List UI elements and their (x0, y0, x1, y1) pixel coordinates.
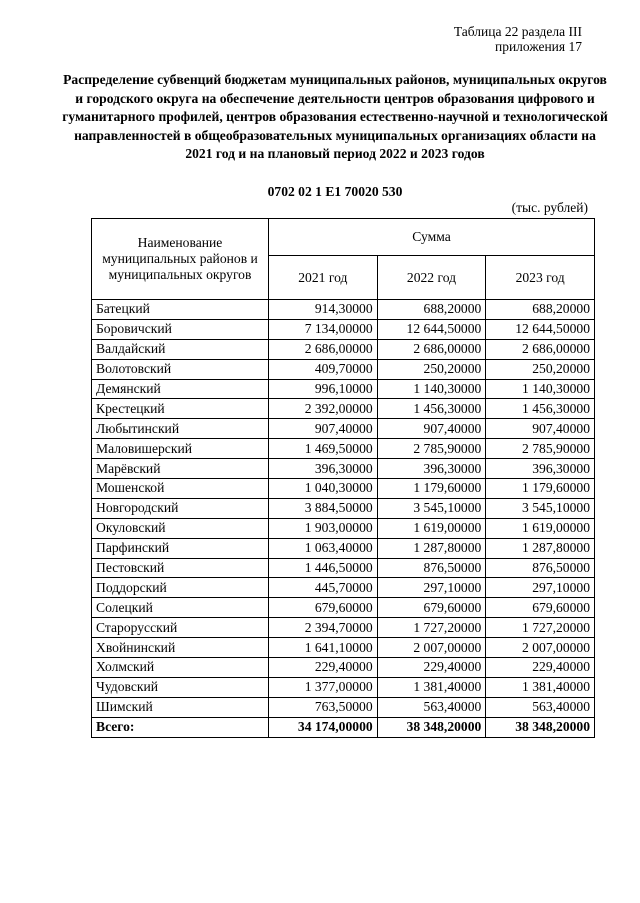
district-name-cell: Валдайский (92, 339, 269, 359)
value-2021-cell: 409,70000 (269, 359, 378, 379)
value-2022-cell: 297,10000 (377, 578, 486, 598)
district-name-cell: Любытинский (92, 419, 269, 439)
value-2023-cell: 229,40000 (486, 658, 595, 678)
value-2023-cell: 12 644,50000 (486, 319, 595, 339)
district-name-cell: Демянский (92, 379, 269, 399)
table-row (92, 538, 595, 558)
value-2021-cell: 1 903,00000 (269, 518, 378, 538)
value-2023-cell: 1 381,40000 (486, 677, 595, 697)
value-2021-cell: 229,40000 (269, 658, 378, 678)
total-2022: 38 348,20000 (377, 717, 486, 737)
district-name-cell: Маловишерский (92, 439, 269, 459)
table-row (92, 498, 595, 518)
value-2021-cell: 679,60000 (269, 598, 378, 618)
value-2022-cell: 1 456,30000 (377, 399, 486, 419)
district-name-cell: Холмский (92, 658, 269, 678)
value-2021-cell: 3 884,50000 (269, 498, 378, 518)
value-2023-cell: 1 140,30000 (486, 379, 595, 399)
value-2021-cell: 2 392,00000 (269, 399, 378, 419)
value-2022-cell: 1 381,40000 (377, 677, 486, 697)
district-name-cell: Боровичский (92, 319, 269, 339)
value-2021-cell: 396,30000 (269, 459, 378, 479)
district-name-cell: Крестецкий (92, 399, 269, 419)
table-row (92, 697, 595, 717)
table-row (92, 479, 595, 499)
value-2021-cell: 7 134,00000 (269, 319, 378, 339)
table-row (92, 677, 595, 697)
value-2022-cell: 3 545,10000 (377, 498, 486, 518)
value-2022-cell: 1 179,60000 (377, 479, 486, 499)
district-name-cell: Окуловский (92, 518, 269, 538)
value-2021-cell: 1 469,50000 (269, 439, 378, 459)
value-2023-cell: 1 287,80000 (486, 538, 595, 558)
district-name-cell: Новгородский (92, 498, 269, 518)
value-2022-cell: 2 007,00000 (377, 638, 486, 658)
value-2022-cell: 563,40000 (377, 697, 486, 717)
total-row (92, 717, 595, 737)
value-2021-cell: 1 377,00000 (269, 677, 378, 697)
table-row (92, 399, 595, 419)
year-2023-header: 2023 год (486, 256, 595, 300)
value-2022-cell: 907,40000 (377, 419, 486, 439)
table-body (92, 300, 595, 718)
district-name-cell: Волотовский (92, 359, 269, 379)
value-2021-cell: 1 446,50000 (269, 558, 378, 578)
table-row (92, 618, 595, 638)
value-2021-cell: 1 063,40000 (269, 538, 378, 558)
value-2022-cell: 1 140,30000 (377, 379, 486, 399)
table-row (92, 359, 595, 379)
district-name-cell: Поддорский (92, 578, 269, 598)
table-row (92, 459, 595, 479)
value-2022-cell: 679,60000 (377, 598, 486, 618)
value-2023-cell: 1 727,20000 (486, 618, 595, 638)
value-2023-cell: 2 686,00000 (486, 339, 595, 359)
total-2023: 38 348,20000 (486, 717, 595, 737)
value-2022-cell: 250,20000 (377, 359, 486, 379)
total-2021: 34 174,00000 (269, 717, 378, 737)
value-2022-cell: 1 619,00000 (377, 518, 486, 538)
table-row (92, 598, 595, 618)
value-2023-cell: 297,10000 (486, 578, 595, 598)
value-2021-cell: 914,30000 (269, 300, 378, 320)
document-reference (454, 24, 582, 54)
sum-column-header: Сумма (269, 219, 595, 256)
name-column-header: Наименование муниципальных районов и муниципальных округов (92, 219, 269, 300)
value-2021-cell: 2 394,70000 (269, 618, 378, 638)
reference-appendix-line: приложения 17 (494, 39, 582, 54)
table-row (92, 558, 595, 578)
value-2023-cell: 563,40000 (486, 697, 595, 717)
value-2022-cell: 2 686,00000 (377, 339, 486, 359)
table-row (92, 379, 595, 399)
value-2023-cell: 2 785,90000 (486, 439, 595, 459)
district-name-cell: Старорусский (92, 618, 269, 638)
units-note: (тыс. рублей) (511, 200, 588, 215)
value-2021-cell: 907,40000 (269, 419, 378, 439)
value-2023-cell: 1 179,60000 (486, 479, 595, 499)
document-title: Распределение субвенций бюджетам муниципальных районов, муниципальных округов и городского округа на обеспечение деятельности центров образования цифрового и гуманитарного профилей, центров образования естественно-научной и технологической направленностей в общеобразовательных муниципальных организациях области на 2021 год и на плановый период 2022 и 2023 годов (62, 72, 608, 162)
year-2022-header: 2022 год (377, 256, 486, 300)
reference-table-line: Таблица 22 раздела III (453, 24, 582, 39)
subvention-table (91, 218, 595, 738)
value-2023-cell: 250,20000 (486, 359, 595, 379)
value-2022-cell: 2 785,90000 (377, 439, 486, 459)
value-2022-cell: 12 644,50000 (377, 319, 486, 339)
value-2022-cell: 1 727,20000 (377, 618, 486, 638)
district-name-cell: Солецкий (92, 598, 269, 618)
district-name-cell: Парфинский (92, 538, 269, 558)
table-row (92, 658, 595, 678)
district-name-cell: Марёвский (92, 459, 269, 479)
table-row (92, 300, 595, 320)
value-2022-cell: 688,20000 (377, 300, 486, 320)
district-name-cell: Мошенской (92, 479, 269, 499)
year-2021-header: 2021 год (269, 256, 378, 300)
table-row (92, 339, 595, 359)
value-2021-cell: 2 686,00000 (269, 339, 378, 359)
table-row (92, 439, 595, 459)
value-2023-cell: 2 007,00000 (486, 638, 595, 658)
value-2023-cell: 3 545,10000 (486, 498, 595, 518)
value-2021-cell: 445,70000 (269, 578, 378, 598)
district-name-cell: Шимский (92, 697, 269, 717)
value-2022-cell: 229,40000 (377, 658, 486, 678)
value-2021-cell: 1 040,30000 (269, 479, 378, 499)
value-2023-cell: 396,30000 (486, 459, 595, 479)
table-row (92, 419, 595, 439)
table-row (92, 578, 595, 598)
value-2021-cell: 1 641,10000 (269, 638, 378, 658)
value-2023-cell: 1 456,30000 (486, 399, 595, 419)
value-2023-cell: 688,20000 (486, 300, 595, 320)
value-2022-cell: 1 287,80000 (377, 538, 486, 558)
district-name-cell: Чудовский (92, 677, 269, 697)
value-2022-cell: 396,30000 (377, 459, 486, 479)
value-2022-cell: 876,50000 (377, 558, 486, 578)
district-name-cell: Батецкий (92, 300, 269, 320)
budget-code: 0702 02 1 Е1 70020 530 (267, 184, 403, 199)
value-2023-cell: 907,40000 (486, 419, 595, 439)
value-2023-cell: 876,50000 (486, 558, 595, 578)
district-name-cell: Хвойнинский (92, 638, 269, 658)
table-row (92, 638, 595, 658)
district-name-cell: Пестовский (92, 558, 269, 578)
value-2023-cell: 679,60000 (486, 598, 595, 618)
value-2021-cell: 996,10000 (269, 379, 378, 399)
total-label: Всего: (92, 717, 269, 737)
table-row (92, 319, 595, 339)
value-2021-cell: 763,50000 (269, 697, 378, 717)
table-row (92, 518, 595, 538)
value-2023-cell: 1 619,00000 (486, 518, 595, 538)
